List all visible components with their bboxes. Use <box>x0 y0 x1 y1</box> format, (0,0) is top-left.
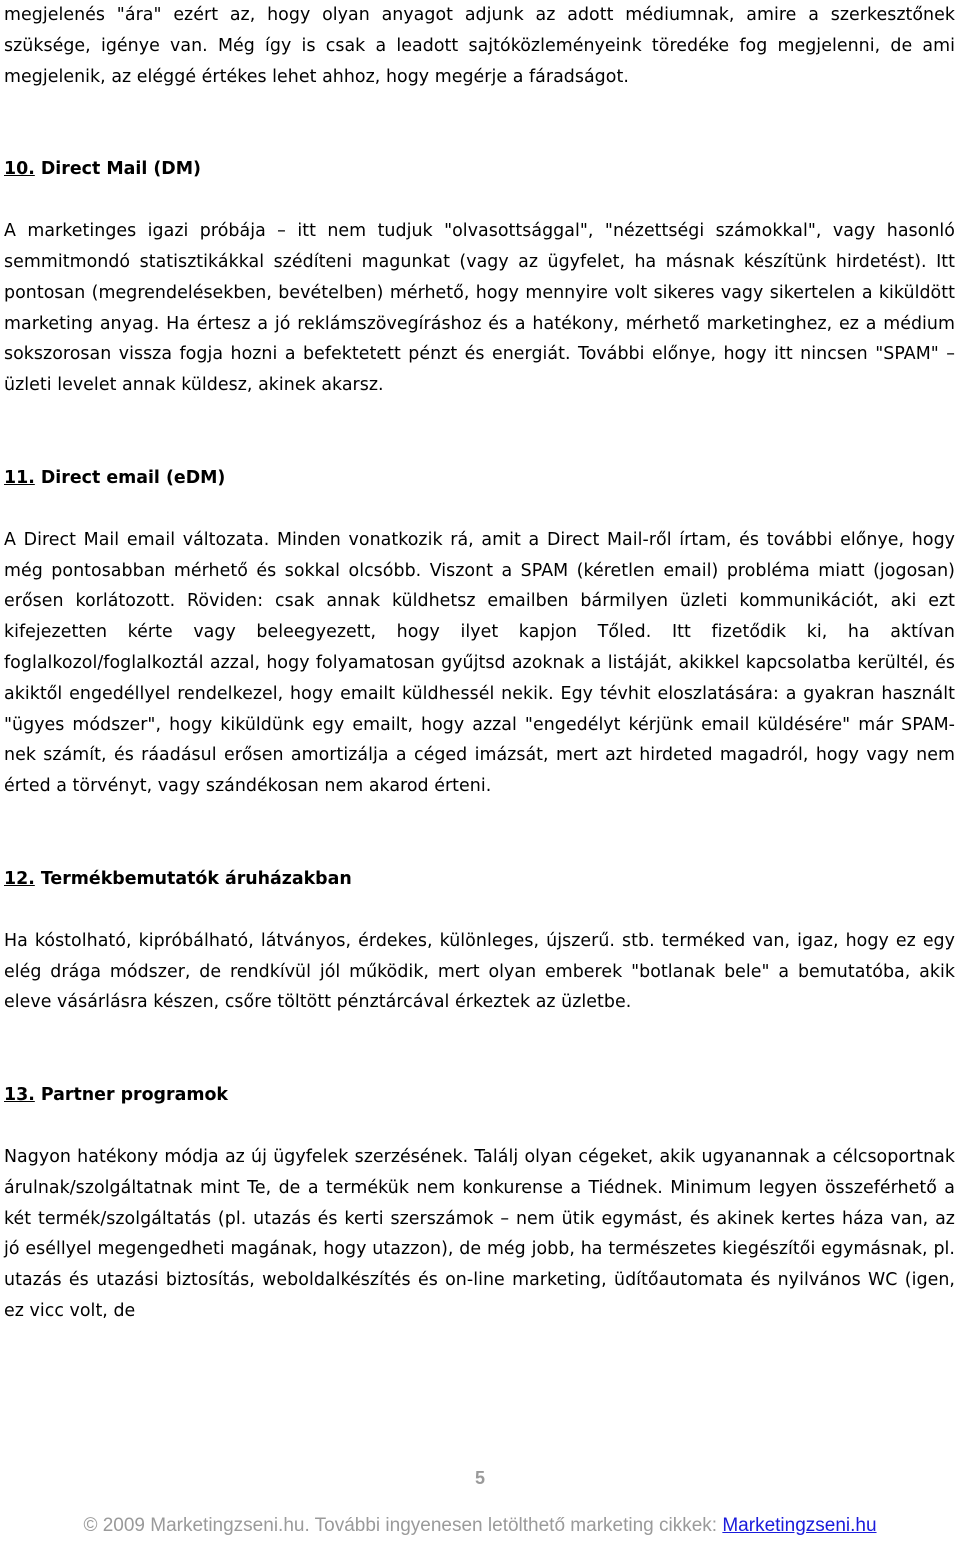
section-11 <box>4 463 955 802</box>
section-number: 12. <box>4 868 35 889</box>
section-12 <box>4 864 955 1018</box>
section-body: A marketinges igazi próbája – itt nem tudjuk "olvasottsággal", "nézettségi számokkal", vagy hasonló semmitmondó statisztikákkal szédíteni magunkat (vagy az ügyfelet, ha másnak készítünk hirdetést). Itt pontosan (megrendelésekben, bevételben) mérhető, hogy mennyire volt sikeres vagy sikertelen a kiküldött marketing anyag. Ha értesz a jó reklámszövegíráshoz és a hatékony, mérhető marketinghez, ez a médium sokszorosan vissza fogja hozni a befektetett pénzt és energiát. További előnye, hogy itt nincsen "SPAM" – üzleti levelet annak küldesz, akinek akarsz. <box>4 221 955 396</box>
section-title: Direct Mail (DM) <box>40 159 201 180</box>
footer-link[interactable]: Marketingzseni.hu <box>722 1515 877 1536</box>
section-number: 13. <box>4 1085 35 1106</box>
section-title: Direct email (eDM) <box>40 467 226 488</box>
section-body: Nagyon hatékony módja az új ügyfelek szerzésének. Találj olyan cégeket, akik ugyanannak a célcsoportnak árulnak/szolgáltatnak mint Te, de a termékük nem konkurense a Tiédnek. Minimum legyen összeférhető a két termék/szolgáltatás (pl. utazás és kerti szerszámok – nem ütik egymást, és akinek kertes háza van, az jó eséllyel megengedheti magának, hogy utazzon), de még jobb, ha természetes kiegészítői egymásnak, pl. utazás és utazási biztosítás, weboldalkészítés és on-line marketing, üdítőautomata és nyilvános WC (igen, ez vicc volt, de <box>4 1146 955 1321</box>
section-heading <box>4 154 955 185</box>
intro-paragraph: megjelenés "ára" ezért az, hogy olyan anyagot adjunk az adott médiumnak, amire a szerkesztőnek szüksége, igénye van. Még így is csak a leadott sajtóközleményeink töredéke fog megjelenni, de ami megjelenik, az eléggé értékes lehet ahhoz, hogy megérje a fáradságot. <box>4 5 955 87</box>
section-number: 10. <box>4 159 35 180</box>
footer-text: © 2009 Marketingzseni.hu. További ingyenesen letölthető marketing cikkek: <box>83 1515 723 1536</box>
section-title: Partner programok <box>40 1085 228 1106</box>
section-heading <box>4 1080 955 1111</box>
footer <box>0 1515 960 1537</box>
page-content <box>4 0 955 1327</box>
section-body: A Direct Mail email változata. Minden vonatkozik rá, amit a Direct Mail-ről írtam, és további előnye, hogy még pontosabban mérhető és sokkal olcsóbb. Viszont a SPAM (kéretlen email) probléma miatt (jogosan) erősen korlátozott. Röviden: csak annak küldhetsz emailben bármilyen üzleti kommunikációt, aki ezt kifejezetten kérte vagy beleegyezett, hogy ilyet kapjon Tőled. Itt fizetődik ki, ha aktívan foglalkozol/foglalkoztál azzal, hogy folyamatosan gyűjtsd azoknak a listáját, akikkel kapcsolatba kerültél, és akiktől engedéllyel rendelkezel, hogy emailt küldhessél nekik. Egy tévhit eloszlatására: a gyakran használt "ügyes módszer", hogy kiküldünk egy emailt, hogy azzal "engedélyt kérjünk email küldésére" már SPAM-nek számít, és ráadásul erősen amortizálja a céged imázsát, mert azt hirdeted magadról, hogy vagy nem érted a törvényt, vagy szándékosan nem akarod érteni. <box>4 529 955 797</box>
section-heading <box>4 463 955 494</box>
section-number: 11. <box>4 467 35 488</box>
section-body: Ha kóstolható, kipróbálható, látványos, érdekes, különleges, újszerű. stb. terméked van, igaz, hogy ez egy elég drága módszer, de rendkívül jól működik, mert olyan emberek "botlanak bele" a bemutatóba, akik eleve vásárlásra készen, csőre töltött pénztárcával érkeztek az üzletbe. <box>4 930 955 1013</box>
section-13 <box>4 1080 955 1327</box>
page-number: 5 <box>474 1468 485 1488</box>
section-heading <box>4 864 955 895</box>
section-10 <box>4 154 955 401</box>
section-title: Termékbemutatók áruházakban <box>40 868 352 889</box>
